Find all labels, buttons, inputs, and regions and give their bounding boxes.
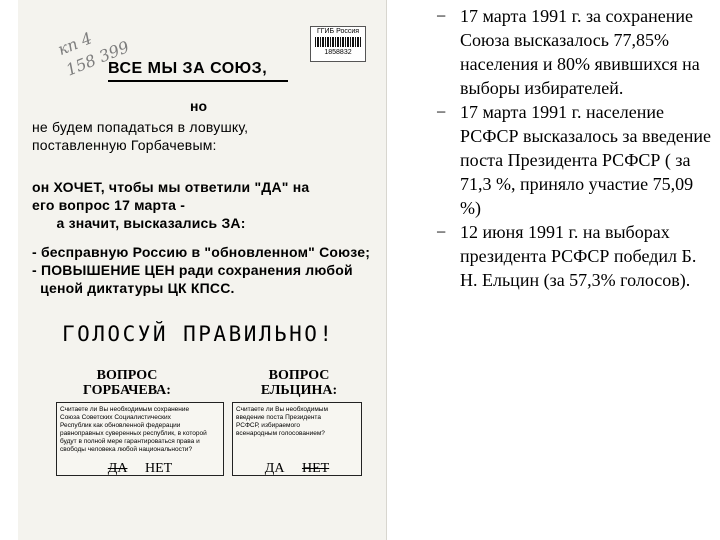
gorbachev-no: НЕТ: [144, 461, 173, 476]
fact-text-3: 12 июня 1991 г. на выборах президента РСФСР победил Б. Н. Ельцин (за 57,3% голосов).: [460, 222, 697, 290]
vote-call-heading: ГОЛОСУЙ ПРАВИЛЬНО!: [62, 322, 335, 346]
fact-item-2: [400, 100, 718, 220]
leaflet-but: но: [190, 98, 208, 114]
leaflet-slogan: ВСЕ МЫ ЗА СОЮЗ,: [108, 60, 268, 77]
stamp-org: ГГИБ Россия: [316, 28, 360, 35]
handwritten-archive-note: кп 4 158 399: [55, 28, 132, 80]
gorbachev-ballot-box: [56, 402, 224, 476]
referendum-facts-list: [400, 4, 718, 292]
yeltsin-yes: ДА: [264, 461, 285, 476]
fact-text-1: 17 марта 1991 г. за сохранение Союза высказалось 77,85% населения и 80% явившихся на выборы избирателей.: [460, 6, 700, 98]
bullet-dash: −: [436, 6, 447, 26]
bullet-dash: −: [436, 102, 447, 122]
yeltsin-question-heading: ВОПРОС ЕЛЬЦИНА:: [260, 368, 338, 398]
fact-text-2: 17 марта 1991 г. население РСФСР высказалось за введение поста Президента РСФСР ( за 71,3 %, приняло участие 75,09 %): [460, 102, 712, 218]
slogan-underline: [108, 80, 288, 82]
yeltsin-ballot-text: Считаете ли Вы необходимым введение поста Президента РСФСР, избираемого всенародным голосованием?: [236, 406, 328, 437]
stamp-number: 1858832: [324, 49, 352, 56]
gorbachev-yes-struck: ДА: [107, 461, 128, 476]
leaflet-trap-text: не будем попадаться в ловушку, поставленную Горбачевым:: [32, 119, 249, 153]
bullet-dash: −: [436, 222, 447, 242]
scanned-leaflet-image: [18, 0, 386, 540]
yeltsin-no-struck: НЕТ: [301, 461, 330, 476]
barcode-icon: [315, 37, 361, 47]
fact-item-3: [400, 220, 718, 292]
yeltsin-ballot-box: [232, 402, 362, 476]
yeltsin-ballot-choices: [233, 461, 361, 476]
gorbachev-question-heading: ВОПРОС ГОРБАЧЕВА:: [83, 368, 171, 398]
archive-stamp: [310, 26, 366, 62]
fact-item-1: [400, 4, 718, 100]
leaflet-consequences: - бесправную Россию в "обновленном" Союзе; - ПОВЫШЕНИЕ ЦЕН ради сохранения любой ценой диктатуры ЦК КПСС.: [32, 244, 371, 296]
gorbachev-ballot-choices: [57, 461, 223, 476]
gorbachev-ballot-text: Считаете ли Вы необходимым сохранение Союза Советских Социалистических Республик как обновленной федерации равноправных суверенных республик, в которой будут в полной мере гарантироваться права и свободы человека любой национальности?: [60, 406, 207, 453]
leaflet-wants-text: он ХОЧЕТ, чтобы мы ответили "ДА" на его вопрос 17 марта - а значит, высказались ЗА:: [32, 179, 310, 231]
